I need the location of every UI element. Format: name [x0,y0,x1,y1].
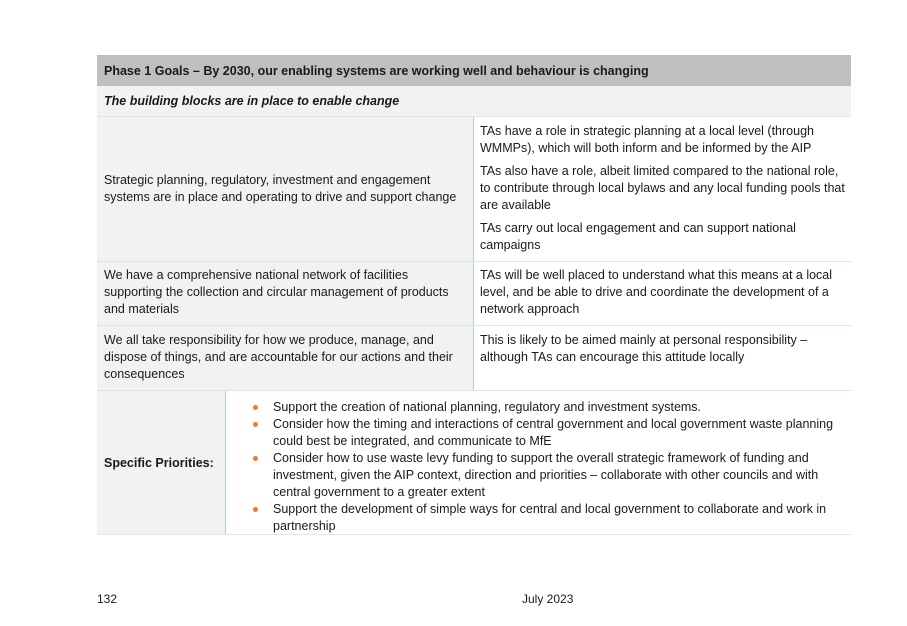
priorities-cell [226,391,851,534]
note-text: TAs carry out local engagement and can support national campaigns [480,221,796,252]
priority-text: Consider how to use waste levy funding to support the overall strategic framework of funding and investment, given the AIP context, direction and priorities – collaborate with other councils and with central government to a greater extent [273,451,819,499]
note-text: This is likely to be aimed mainly at personal responsibility – although TAs can encourage this attitude locally [480,333,808,364]
notes-cell [474,262,851,325]
table-row [97,262,851,326]
goal-text: We have a comprehensive national network of facilities supporting the collection and circular management of products and materials [104,268,449,316]
note-text: TAs also have a role, albeit limited compared to the national role, to contribute through local bylaws and any local funding pools that are available [480,164,845,212]
notes-cell [474,117,851,261]
list-item [253,416,843,450]
priority-text: Support the development of simple ways for central and local government to collaborate and work in partnership [273,502,827,533]
goal-text: We all take responsibility for how we produce, manage, and dispose of things, and are accountable for our actions and their consequences [104,333,453,381]
priority-text: Consider how the timing and interactions of central government and local government waste planning could best be integrated, and communicate to MfE [273,417,834,448]
goal-cell [97,117,474,261]
list-item [253,450,843,501]
list-item [253,501,843,535]
note-text: TAs will be well placed to understand what this means at a local level, and be able to drive and coordinate the development of a network approach [480,268,833,316]
table-subtitle-row [97,86,851,117]
priorities-row [97,391,851,535]
bullet-icon [253,422,258,427]
table-title: Phase 1 Goals – By 2030, our enabling systems are working well and behaviour is changing [104,63,649,78]
priorities-label: Specific Priorities: [104,455,214,470]
goals-table [97,55,851,535]
goal-cell [97,326,474,390]
note-text: TAs have a role in strategic planning at a local level (through WMMPs), which will both inform and be informed by the AIP [480,124,814,155]
goal-text: Strategic planning, regulatory, investment and engagement systems are in place and operating to drive and support change [104,173,457,204]
bullet-icon [253,507,258,512]
bullet-icon [253,405,258,410]
table-row [97,326,851,391]
goal-cell [97,262,474,325]
table-title-row [97,55,851,86]
footer-date: July 2023 [522,592,574,606]
priorities-list [253,399,843,535]
notes-cell [474,326,851,390]
priority-text: Support the creation of national planning, regulatory and investment systems. [273,400,702,414]
bullet-icon [253,456,258,461]
list-item [253,399,843,416]
table-row [97,117,851,262]
page-number: 132 [97,592,118,606]
table-subtitle: The building blocks are in place to enable change [104,94,400,108]
priorities-label-cell [97,391,226,534]
